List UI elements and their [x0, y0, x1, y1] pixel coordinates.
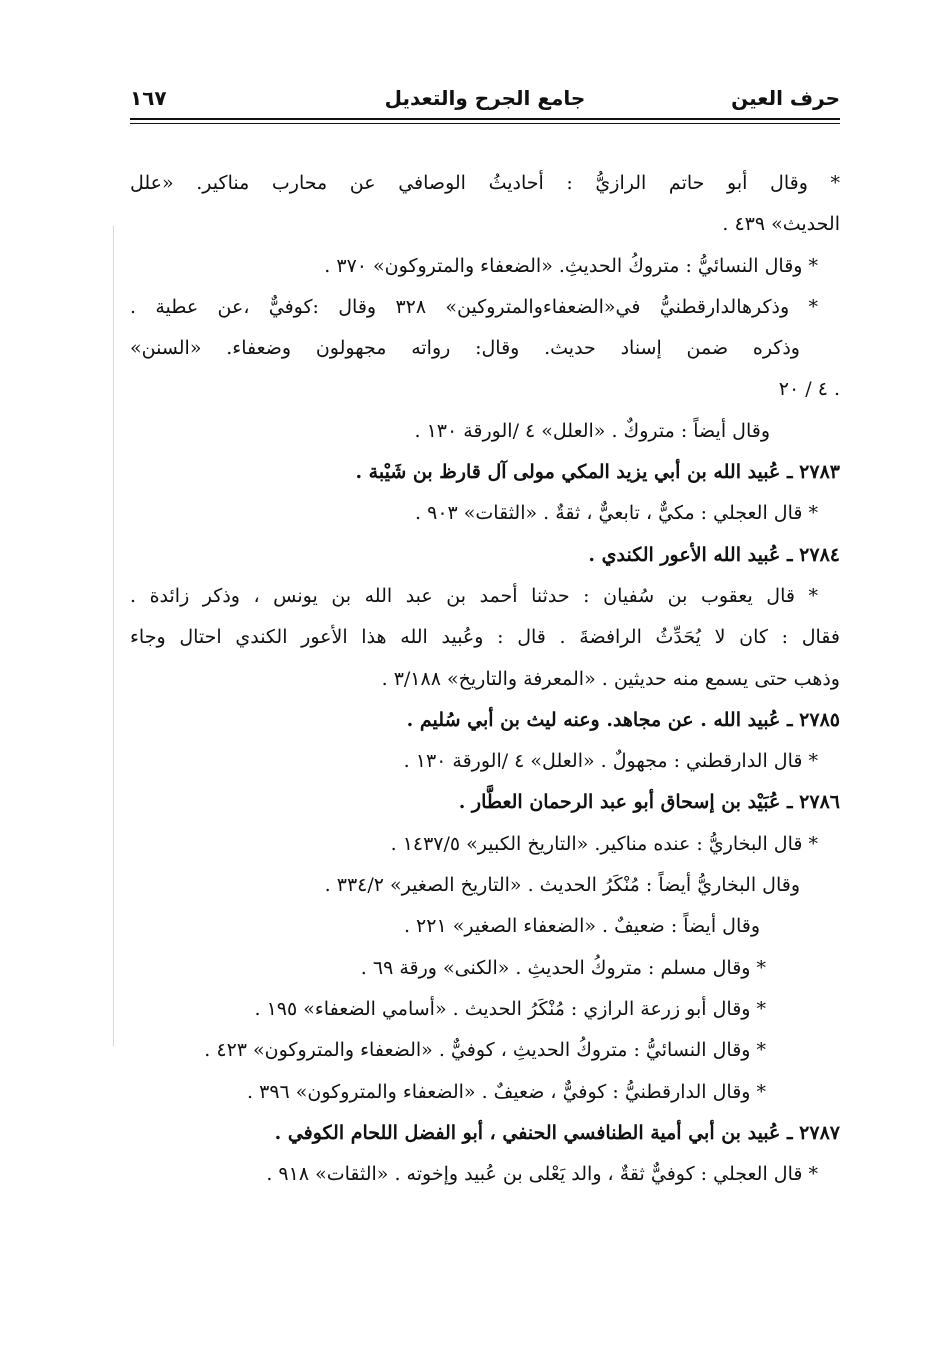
entry-heading: ٢٧٨٤ ـ عُبيد الله الأعور الكندي .	[588, 543, 840, 566]
text-line: وقال أيضاً : متروكٌ . «العلل» ٤ /الورقة ١٣٠ .	[414, 419, 770, 442]
scan-edge-line	[113, 226, 114, 1046]
page-number: ١٦٧	[130, 86, 167, 110]
text-line: * وقال النسائيُّ : متروكُ الحديثِ. «الضعفاء والمتروكون» ٣٧٠ .	[324, 254, 818, 277]
running-head-section: حرف العين	[731, 86, 840, 110]
text-line: * قال البخاريُّ : عنده مناكير. «التاريخ الكبير» ١٤٣٧/٥ .	[390, 832, 818, 855]
text-line: * قال يعقوب بن سُفيان : حدثنا أحمد بن عبد الله بن يونس ، وذكر زائدة .	[130, 584, 818, 607]
text-line: وقال البخاريُّ أيضاً : مُنْكَرُ الحديث . «التاريخ الصغير» ٣٣٤/٢ .	[324, 874, 800, 897]
entry-heading: ٢٧٨٧ ـ عُبيد بن أبي أمية الطنافسي الحنفي ، أبو الفضل اللحام الكوفي .	[274, 1121, 840, 1144]
text-line: * وقال مسلم : متروكُ الحديثِ . «الكنى» ورقة ٦٩ .	[360, 956, 766, 979]
text-line: * قال العجلي : مكيٌّ ، تابعيٌّ ، ثقةٌ . «الثقات» ٩٠٣ .	[415, 502, 818, 525]
header-rule-thin	[130, 123, 840, 124]
text-line: وذهب حتى يسمع منه حديثين . «المعرفة والتاريخ» ٣/١٨٨ .	[381, 667, 840, 690]
text-line: وقال أيضاً : ضعيفٌ . «الضعفاء الصغير» ٢٢١ .	[403, 915, 760, 938]
text-line: * قال العجلي : كوفيٌّ ثقةٌ ، والد يَعْلى بن عُبيد وإخوته . «الثقات» ٩١٨ .	[266, 1163, 818, 1186]
text-line: الحديث» ٤٣٩ .	[722, 213, 840, 236]
header-rule-thick	[130, 118, 840, 120]
entry-heading: ٢٧٨٣ ـ عُبيد الله بن أبي يزيد المكي مولى آل قارظ بن شَيْبة .	[355, 461, 840, 484]
text-line: * وقال النسائيُّ : متروكُ الحديثِ ، كوفيٌّ . «الضعفاء والمتروكون» ٤٢٣ .	[204, 1039, 766, 1062]
text-line: فقال : كان لا يُحَدِّثُ الرافضةَ . قال : وعُبيد الله هذا الأعور الكندي احتال وجاء	[130, 626, 840, 649]
text-line: * وقال أبو زرعة الرازي : مُنْكَرُ الحديث . «أسامي الضعفاء» ١٩٥ .	[254, 997, 766, 1020]
text-line: ٤ / ٢٠ .	[778, 378, 840, 401]
page-header	[130, 78, 840, 118]
text-line: * وقال الدارقطنيُّ : كوفيٌّ ، ضعيفٌ . «الضعفاء والمتروكون» ٣٩٦ .	[247, 1080, 766, 1103]
entry-heading: ٢٧٨٦ ـ عُبَيْد بن إسحاق أبو عبد الرحمان العطَّار .	[458, 791, 840, 814]
text-line: * وقال أبو حاتم الرازيُّ : أحاديثُ الوصافي عن محارب مناكير. «علل	[130, 172, 840, 194]
running-head-title: جامع الجرح والتعديل	[384, 86, 586, 110]
text-line: وذكره ضمن إسناد حديث. وقال: رواته مجهولون وضعفاء. «السنن»	[130, 337, 800, 360]
text-line: * وذكرهالدارقطنيُّ في«الضعفاءوالمتروكين» ٣٢٨ وقال :كوفيٌّ ،عن عطية .	[130, 295, 819, 318]
entry-heading: ٢٧٨٥ ـ عُبيد الله . عن مجاهد. وعنه ليث بن أبي سُليم .	[406, 708, 840, 731]
page-body	[130, 163, 840, 1195]
text-line: * قال الدارقطني : مجهولٌ . «العلل» ٤ /الورقة ١٣٠ .	[403, 750, 818, 773]
